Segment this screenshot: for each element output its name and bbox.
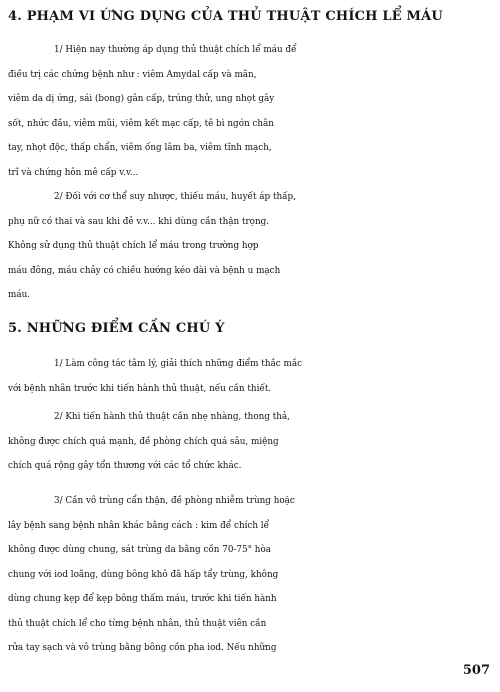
text-line: 1/ Hiện nay thường áp dụng thủ thuật chích lể máu để <box>54 45 297 55</box>
text-line: 3/ Cần vô trùng cẩn thận, đề phòng nhiễm trùng hoặc <box>54 496 295 506</box>
text-line: không được dùng chung, sát trùng da bằng cồn 70-75° hòa <box>8 545 272 555</box>
text-line: 1/ Làm công tác tâm lý, giải thích những điểm thắc mắc <box>54 359 302 369</box>
text-line: 2/ Đối với cơ thể suy nhược, thiếu máu, huyết áp thấp, <box>54 192 296 202</box>
text-line: máu đông, máu chảy có chiều hướng kéo dài và bệnh u mạch <box>8 265 281 276</box>
text-line: điều trị các chứng bệnh như : viêm Amydal cấp và mãn, <box>8 69 257 80</box>
text-line: không được chích quá mạnh, đề phòng chích quá sâu, miệng <box>8 436 279 447</box>
text-line: với bệnh nhân trước khi tiến hành thủ thuật, nếu cần thiết. <box>8 383 272 394</box>
text-line: Không sử dụng thủ thuật chích lể máu trong trường hợp <box>8 241 259 251</box>
text-line: thủ thuật chích lể cho từng bệnh nhân, thủ thuật viên cần <box>8 618 267 629</box>
text-line: dùng chung kẹp để kẹp bông thấm máu, trước khi tiến hành <box>8 594 277 604</box>
text-line: phụ nữ có thai và sau khi đẻ v.v... khi dùng cần thận trọng. <box>8 216 270 227</box>
text-line: viêm da dị ứng, sái (bong) gân cấp, trúng thử, ung nhọt gây <box>8 94 275 104</box>
section-4-paragraph-2 <box>8 185 498 308</box>
text-line: 2/ Khi tiến hành thủ thuật cần nhẹ nhàng, thong thả, <box>54 412 290 422</box>
text-line: chích quá rộng gây tổn thương với các tổ chức khác. <box>8 461 242 471</box>
text-line: tay, nhọt độc, thấp chẩn, viêm ống lâm ba, viêm tĩnh mạch, <box>8 143 272 153</box>
section-5-paragraph-2 <box>8 405 498 479</box>
text-line: rửa tay sạch và vô trùng bằng bông cồn pha iod. Nếu những <box>8 643 277 653</box>
section-4-paragraph-1 <box>8 38 498 185</box>
text-line: máu. <box>8 290 31 300</box>
page-number: 507 <box>462 663 490 678</box>
section-5-paragraph-1 <box>8 352 498 401</box>
section-5-paragraph-3 <box>8 489 498 661</box>
section-4-heading: 4. PHẠM VI ỨNG DỤNG CỦA THỦ THUẬT CHÍCH LỂ MÁU <box>8 9 443 24</box>
text-line: lây bệnh sang bệnh nhân khác bằng cách : kim để chích lể <box>8 520 270 531</box>
text-line: trĩ và chứng hôn mê cấp v.v... <box>8 167 139 178</box>
text-line: chung với iod loãng, dùng bông khô đã hấp tẩy trùng, không <box>8 569 279 580</box>
section-5-heading: 5. NHỮNG ĐIỂM CẦN CHÚ Ý <box>8 321 225 336</box>
text-line: sốt, nhức đầu, viêm mũi, viêm kết mạc cấp, tê bì ngón chân <box>8 118 274 129</box>
